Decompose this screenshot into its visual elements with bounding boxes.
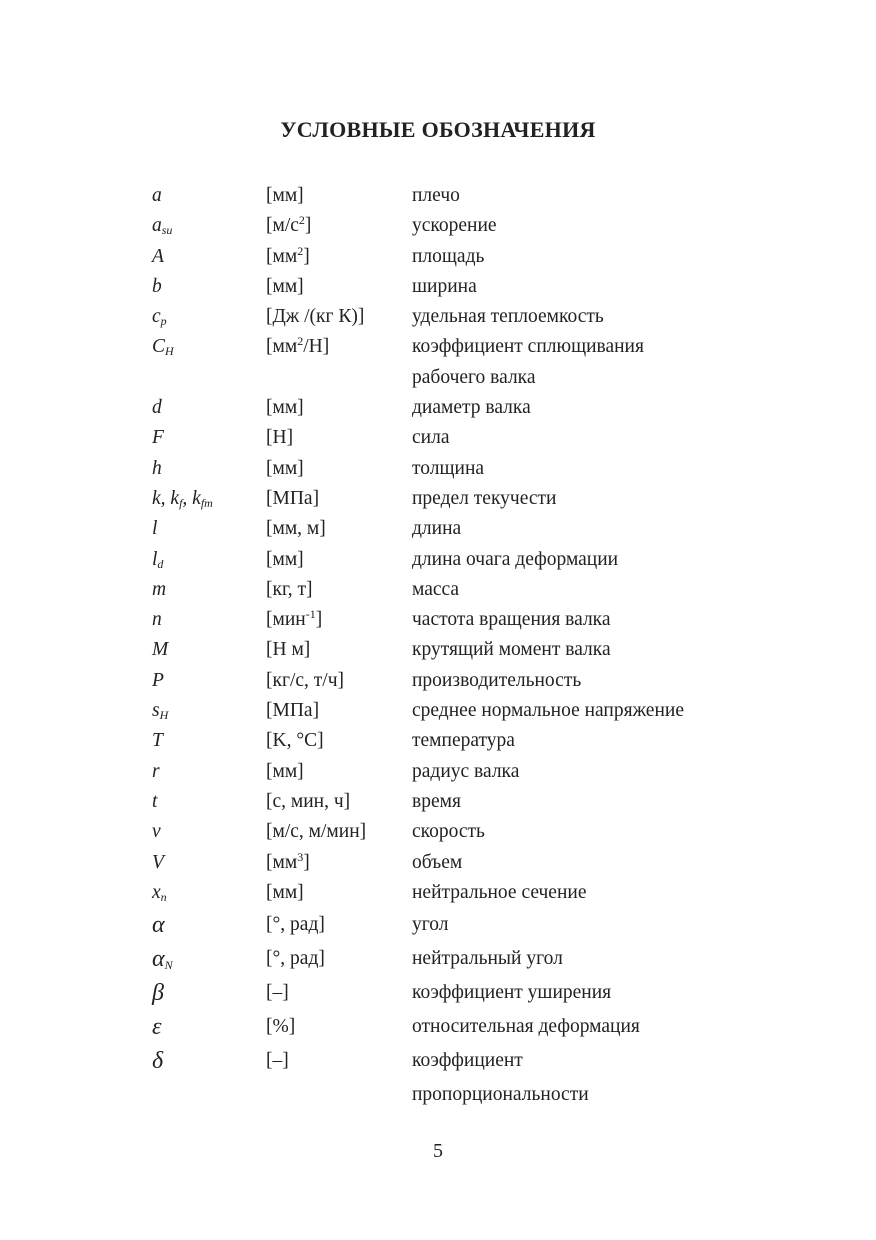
unit: [с, мин, ч]: [266, 790, 351, 812]
symbol-row: [152, 726, 752, 756]
symbol: T: [152, 730, 163, 752]
symbol: l: [152, 518, 158, 540]
symbol: $s_H$: [152, 700, 169, 723]
description: производительность: [412, 669, 582, 691]
symbol: F: [152, 427, 164, 449]
unit: $[мм^2]$: [266, 243, 310, 267]
symbol: t: [152, 790, 158, 812]
description: масса: [412, 578, 460, 600]
description: коэффициент пропорциональности: [412, 1050, 589, 1106]
symbol: k, $k_f$, $k_{fm}$: [152, 487, 213, 510]
description: радиус валка: [412, 760, 520, 782]
unit: [Дж /(кг К)]: [266, 306, 365, 328]
unit: [мм]: [266, 185, 304, 206]
symbol-row: [152, 605, 752, 635]
unit: [%]: [266, 1016, 296, 1038]
symbol-row: [152, 484, 752, 514]
description: предел текучести: [412, 487, 557, 509]
unit: [K, °C]: [266, 730, 324, 752]
symbol-row: [152, 942, 752, 976]
description: длина очага деформации: [412, 548, 619, 570]
description: скорость: [412, 821, 485, 843]
description: сила: [412, 427, 450, 449]
symbol: $a_{su}$: [152, 215, 173, 238]
symbol-row: [152, 302, 752, 332]
symbol: P: [152, 669, 164, 691]
symbol-row: [152, 848, 752, 878]
symbol-row: [152, 181, 752, 211]
symbol-row: [152, 454, 752, 484]
symbol-row: [152, 242, 752, 272]
symbol-row: [152, 635, 752, 665]
symbol-row: [152, 575, 752, 605]
symbol: A: [152, 245, 164, 267]
unit: [мм]: [266, 881, 304, 903]
unit: $[мм^2/Н]$: [266, 334, 330, 358]
symbol: d: [152, 397, 162, 419]
symbol: β: [152, 980, 164, 1007]
unit: [м/с, м/мин]: [266, 821, 367, 843]
unit: [мм]: [266, 457, 304, 479]
unit: $[мм^3]$: [266, 849, 310, 873]
symbol: n: [152, 609, 162, 631]
description: плечо: [412, 185, 460, 206]
symbol-row: [152, 1044, 752, 1112]
description: коэффициент сплющивания рабочего валка: [412, 336, 644, 388]
description: частота вращения валка: [412, 609, 611, 631]
symbol: M: [152, 639, 169, 661]
description: нейтральный угол: [412, 948, 563, 970]
unit: [Н]: [266, 427, 294, 449]
symbol: $\alpha_N$: [152, 946, 173, 973]
symbol-row: [152, 393, 752, 423]
symbol: b: [152, 275, 162, 297]
symbol: r: [152, 760, 160, 782]
symbol-row: [152, 666, 752, 696]
unit: [мм]: [266, 760, 304, 782]
symbol: δ: [152, 1048, 164, 1075]
symbol-row: [152, 545, 752, 575]
symbol-row: [152, 272, 752, 302]
symbol: $x_n$: [152, 881, 167, 904]
description: крутящий момент валка: [412, 639, 611, 661]
unit: $[м/с^2]$: [266, 213, 312, 237]
description: диаметр валка: [412, 397, 531, 419]
unit: [°, рад]: [266, 914, 325, 936]
symbol-row: [152, 514, 752, 544]
unit: [–]: [266, 982, 289, 1004]
symbol-row: [152, 817, 752, 847]
symbol: $l_d$: [152, 548, 164, 571]
description: длина: [412, 518, 462, 540]
symbol: ε: [152, 1014, 162, 1041]
description: среднее нормальное напряжение: [412, 700, 684, 722]
unit: [мм]: [266, 548, 304, 570]
unit: [кг/с, т/ч]: [266, 669, 345, 691]
symbol-row: [152, 908, 752, 942]
symbol-row: [152, 211, 752, 241]
description: удельная теплоемкость: [412, 306, 604, 328]
symbol: $C_H$: [152, 336, 174, 359]
description: нейтральное сечение: [412, 881, 587, 903]
symbol: m: [152, 578, 167, 600]
symbol: a: [152, 185, 162, 206]
description: коэффициент уширения: [412, 982, 612, 1004]
description: толщина: [412, 457, 485, 479]
unit: [мм, м]: [266, 518, 326, 540]
symbol-row: [152, 757, 752, 787]
symbol-row: [152, 976, 752, 1010]
symbol: α: [152, 912, 165, 939]
description: ширина: [412, 275, 477, 297]
unit: [мм]: [266, 397, 304, 419]
unit: [кг, т]: [266, 578, 313, 600]
description: относительная деформация: [412, 1016, 640, 1038]
symbol: h: [152, 457, 162, 479]
description: объем: [412, 851, 463, 873]
description: угол: [412, 914, 449, 936]
unit: [МПа]: [266, 700, 320, 722]
symbol-row: [152, 423, 752, 453]
symbol: V: [152, 851, 164, 873]
symbols-table: [152, 181, 752, 1112]
unit: [Н м]: [266, 639, 311, 661]
symbol-row: [152, 787, 752, 817]
symbol-row: [152, 878, 752, 908]
unit: [–]: [266, 1050, 289, 1072]
description: температура: [412, 730, 515, 752]
symbol-row: [152, 332, 752, 393]
description: время: [412, 790, 461, 812]
unit: [мин$^{-1}$]: [266, 607, 323, 631]
unit: [МПа]: [266, 487, 320, 509]
symbol: $c_p$: [152, 306, 167, 329]
symbol-row: [152, 696, 752, 726]
symbol: v: [152, 821, 161, 843]
symbol-row: [152, 1010, 752, 1044]
unit: [мм]: [266, 275, 304, 297]
unit: [°, рад]: [266, 948, 325, 970]
description: площадь: [412, 245, 485, 267]
description: ускорение: [412, 215, 497, 237]
page-title: УСЛОВНЫЕ ОБОЗНАЧЕНИЯ: [280, 117, 596, 142]
page-number: 5: [433, 1140, 443, 1162]
